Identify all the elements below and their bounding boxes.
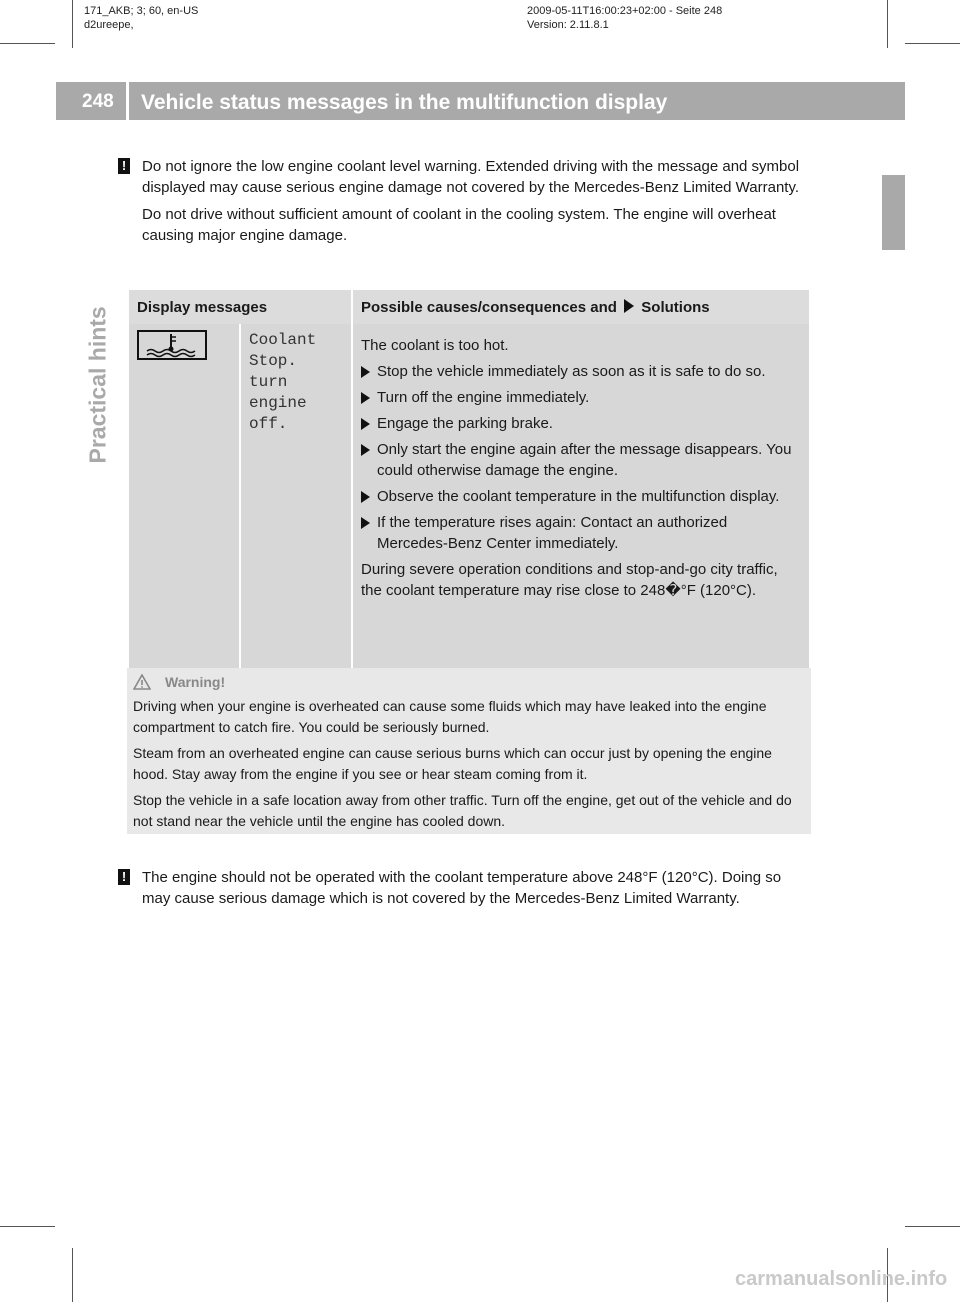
- message-cell: [241, 324, 351, 677]
- column-header-display-messages: Display messages: [129, 290, 351, 324]
- warning-paragraph: Steam from an overheated engine can cause serious burns which can occur just by opening the engine hood. Stay away from the engine if you see or hear steam coming from it.: [133, 745, 772, 782]
- arrow-icon: [361, 392, 370, 404]
- print-meta-right-2: Version: 2.11.8.1: [527, 19, 609, 31]
- print-meta-left-1: 171_AKB; 3; 60, en-US: [84, 5, 199, 17]
- page-number: 248: [82, 91, 114, 112]
- solution-step: If the temperature rises again: Contact an authorized Mercedes-Benz Center immediately.: [361, 512, 801, 554]
- exclamation-icon: !: [118, 158, 130, 174]
- arrow-icon: [361, 444, 370, 456]
- arrow-icon: [361, 517, 370, 529]
- caution-note-1: [118, 156, 808, 252]
- solution-step: Stop the vehicle immediately as soon as it is safe to do so.: [361, 361, 801, 382]
- column-header-solutions: Possible causes/consequences and Solutions: [353, 290, 809, 324]
- crop-mark: [72, 1248, 73, 1302]
- symbol-cell: [129, 324, 239, 677]
- arrow-icon: [361, 366, 370, 378]
- exclamation-icon: !: [118, 869, 130, 885]
- crop-mark: [905, 1226, 960, 1227]
- coolant-temperature-icon: [137, 330, 207, 360]
- solution-step: Engage the parking brake.: [361, 413, 801, 434]
- crop-mark: [0, 43, 55, 44]
- display-message-text: Coolant Stop. turn engine off.: [249, 331, 317, 433]
- warning-paragraph: Driving when your engine is overheated can cause some fluids which may have leaked into the engine compartment to catch fire. You could be seriously burned.: [133, 698, 767, 735]
- header-separator: [126, 56, 129, 122]
- warning-title: Warning!: [165, 674, 226, 690]
- note-paragraph: The engine should not be operated with the coolant temperature above 248°F (120°C). Doing so may cause serious damage which is not covered by the Mercedes-Benz Limited Warranty.: [142, 869, 782, 907]
- arrow-icon: [624, 299, 634, 313]
- caution-note-2: [118, 867, 808, 915]
- display-messages-table: [127, 290, 811, 677]
- solution-step: Only start the engine again after the message disappears. You could otherwise damage the engine.: [361, 439, 801, 481]
- watermark: carmanualsonline.info: [735, 1268, 948, 1290]
- note-paragraph: Do not ignore the low engine coolant level warning. Extended driving with the message and symbol displayed may cause serious engine damage not covered by the Mercedes-Benz Limited Warranty.: [142, 158, 800, 196]
- crop-mark: [887, 0, 888, 48]
- cause-text: The coolant is too hot.: [361, 337, 509, 354]
- page-title: Vehicle status messages in the multifunction display: [141, 91, 668, 114]
- arrow-icon: [361, 491, 370, 503]
- note-paragraph: Do not drive without sufficient amount of coolant in the cooling system. The engine will overheat causing major engine damage.: [142, 206, 776, 244]
- crop-mark: [72, 0, 73, 48]
- section-side-tab: Practical hints: [84, 306, 111, 464]
- warning-paragraph: Stop the vehicle in a safe location away from other traffic. Turn off the engine, get out of the vehicle and do not stand near the vehicle until the engine has cooled down.: [133, 792, 792, 829]
- side-tab-marker: [882, 175, 905, 250]
- crop-mark: [905, 43, 960, 44]
- print-meta-right-1: 2009-05-11T16:00:23+02:00 - Seite 248: [527, 5, 723, 17]
- print-meta-left-2: d2ureepe,: [84, 19, 134, 31]
- warning-text: [133, 696, 805, 837]
- crop-mark: [0, 1226, 55, 1227]
- solution-step: Turn off the engine immediately.: [361, 387, 801, 408]
- solution-step: Observe the coolant temperature in the multifunction display.: [361, 486, 801, 507]
- arrow-icon: [361, 418, 370, 430]
- warning-triangle-icon: [133, 674, 151, 690]
- solutions-cell: [353, 324, 809, 677]
- additional-info-text: During severe operation conditions and stop-and-go city traffic, the coolant temperature may rise close to 248�°F (120°C).: [361, 561, 778, 599]
